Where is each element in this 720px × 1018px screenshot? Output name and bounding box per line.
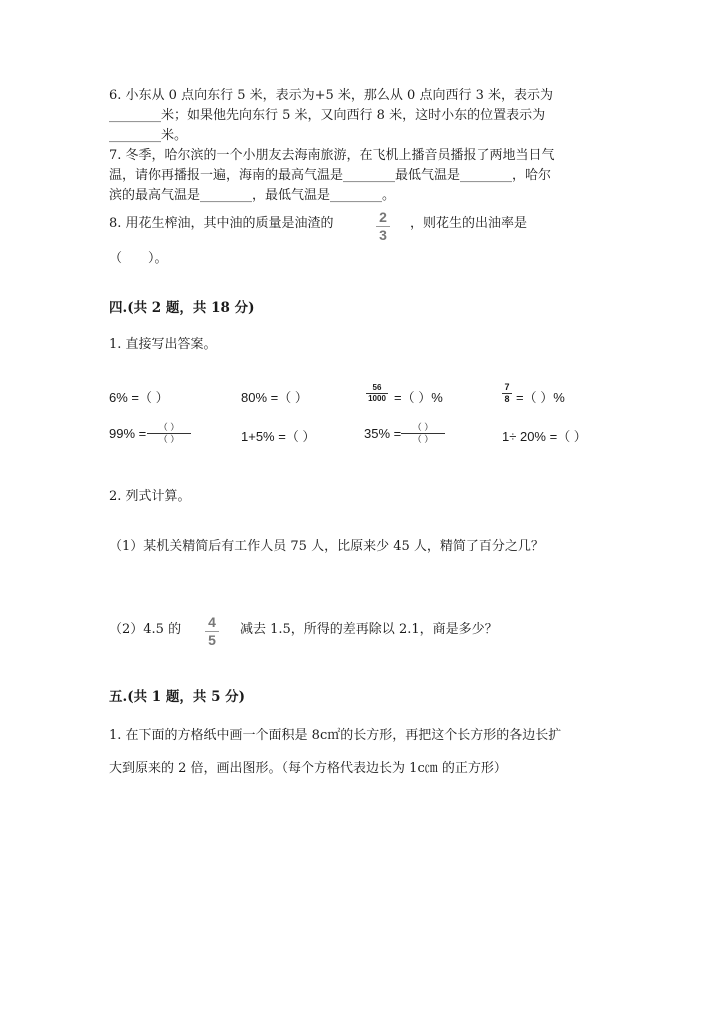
calc-1-plus-5-percent: 1+5% =（ ）: [241, 429, 316, 444]
calc-56-over-1000-rest: =（ ）%: [394, 390, 443, 405]
section4-q2-2-before: （2）4.5 的: [109, 622, 182, 637]
section5-q1-line1: 1. 在下面的方格纸中画一个面积是 8c㎡的长方形，再把这个长方形的各边长扩: [109, 728, 562, 743]
fraction-numerator: 56: [372, 383, 382, 392]
q6-line3: ________米。: [109, 128, 188, 143]
section4-title: 四.(共 2 题，共 18 分): [109, 300, 255, 316]
section5-title: 五.(共 1 题，共 5 分): [109, 689, 246, 705]
fraction-denominator: 1000: [368, 394, 386, 404]
calc-35-percent-lead: 35% =: [364, 426, 402, 441]
q6-line1: 6. 小东从 0 点向东行 5 米，表示为+5 米，那么从 0 点向西行 3 米，表示为: [109, 88, 553, 103]
calc-35-percent-fraction: [401, 423, 445, 444]
q2-2-fraction: [205, 615, 219, 647]
fraction-numerator: （ ）: [412, 422, 434, 432]
section4-q2-2-after: 减去 1.5，所得的差再除以 2.1，商是多少？: [240, 622, 498, 637]
fraction-numerator: 4: [208, 614, 216, 630]
q6-line2: ________米；如果他先向东行 5 米，又向西行 8 米，这时小东的位置表示为: [109, 108, 546, 123]
section4-q2-title: 2. 列式计算。: [109, 489, 191, 504]
q8-fraction-numerator: 2: [379, 209, 387, 225]
section5-q1-line2: 大到原来的 2 倍，画出图形。（每个方格代表边长为 1c㎝ 的正方形）: [109, 761, 507, 776]
q8-text-before: 8. 用花生榨油，其中油的质量是油渣的: [109, 216, 334, 231]
calc-56-over-1000-fraction: [366, 384, 388, 404]
calc-1-div-20-percent: 1÷ 20% =（ ）: [502, 429, 587, 444]
fraction-numerator: 7: [504, 382, 510, 392]
fraction-denominator: 8: [504, 394, 510, 405]
calc-6-percent: 6% =（ ）: [109, 390, 169, 405]
q8-fraction: [376, 210, 390, 242]
q7-line3: 滨的最高气温是________，最低气温是________。: [109, 188, 396, 203]
section4-q1-title: 1. 直接写出答案。: [109, 337, 217, 352]
calc-7-over-8-rest: =（ ）%: [516, 390, 565, 405]
q8-blank: （ ）。: [109, 251, 168, 266]
fraction-denominator: 5: [208, 631, 216, 648]
calc-7-over-8-fraction: [502, 383, 512, 405]
q8-fraction-denominator: 3: [379, 226, 387, 243]
fraction-denominator: （ ）: [412, 434, 434, 444]
fraction-numerator: （ ）: [158, 422, 180, 432]
calc-80-percent: 80% =（ ）: [241, 390, 308, 405]
q7-line1: 7. 冬季，哈尔滨的一个小朋友去海南旅游，在飞机上播音员播报了两地当日气: [109, 148, 555, 163]
fraction-denominator: （ ）: [158, 434, 180, 444]
calc-99-percent-fraction: [147, 423, 191, 444]
calc-99-percent-lead: 99% =: [109, 426, 147, 441]
q8-text-after: ，则花生的出油率是: [410, 216, 528, 231]
section4-q2-1: （1）某机关精简后有工作人员 75 人，比原来少 45 人，精简了百分之几？: [109, 539, 544, 554]
q7-line2: 温，请你再播报一遍，海南的最高气温是________最低气温是________，哈尔: [109, 168, 552, 183]
